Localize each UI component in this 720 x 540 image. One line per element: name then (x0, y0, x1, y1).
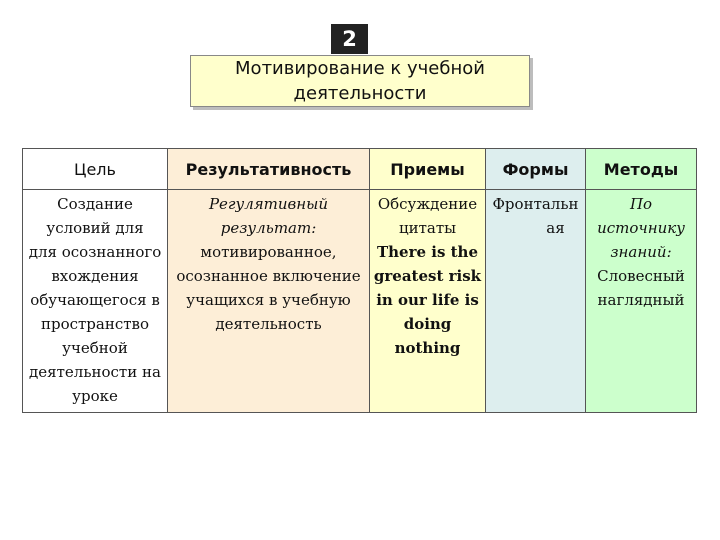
result-line: учащихся в учебную (186, 291, 351, 309)
lesson-stage-table (22, 148, 697, 413)
quote-line: doing (403, 315, 452, 333)
goal-cell (23, 190, 168, 413)
goal-line: уроке (72, 387, 118, 405)
goal-line: учебной (62, 339, 128, 357)
techniques-line: Обсуждение (377, 195, 478, 213)
methods-line: источнику (597, 219, 685, 237)
result-line: Регулятивный (208, 195, 329, 213)
slide-number-badge: 2 (331, 24, 368, 54)
result-line: мотивированное, (200, 243, 337, 261)
goal-line: Создание (57, 195, 133, 213)
quote-line: in our life is (376, 291, 479, 309)
result-line: осознанное включение (176, 267, 361, 285)
techniques-cell (370, 190, 486, 413)
quote-line: nothing (394, 339, 461, 357)
header-result: Результативность (168, 149, 370, 190)
result-line: результат: (220, 219, 317, 237)
result-cell (168, 190, 370, 413)
quote-line: greatest risk (373, 267, 482, 285)
header-goal: Цель (23, 149, 168, 190)
forms-cell (486, 190, 586, 413)
goal-line: условий для (46, 219, 144, 237)
result-line: деятельность (215, 315, 322, 333)
header-forms: Формы (486, 149, 586, 190)
goal-line: обучающегося в (30, 291, 160, 309)
goal-line: вхождения (51, 267, 139, 285)
methods-line: Словесный (597, 267, 685, 285)
forms-line: ая (546, 219, 565, 237)
header-methods: Методы (586, 149, 697, 190)
slide-title: Мотивирование к учебной деятельности (190, 55, 530, 107)
goal-line: для осознанного (28, 243, 162, 261)
table-row (23, 190, 697, 413)
header-techniques: Приемы (370, 149, 486, 190)
quote-line: There is the (376, 243, 479, 261)
methods-line: По (629, 195, 653, 213)
methods-line: знаний: (610, 243, 672, 261)
goal-line: пространство (40, 315, 150, 333)
techniques-line: цитаты (398, 219, 457, 237)
goal-line: деятельности на (29, 363, 161, 381)
table-header-row (23, 149, 697, 190)
methods-cell (586, 190, 697, 413)
methods-line: наглядный (597, 291, 685, 309)
forms-line: Фронтальн (492, 195, 579, 213)
